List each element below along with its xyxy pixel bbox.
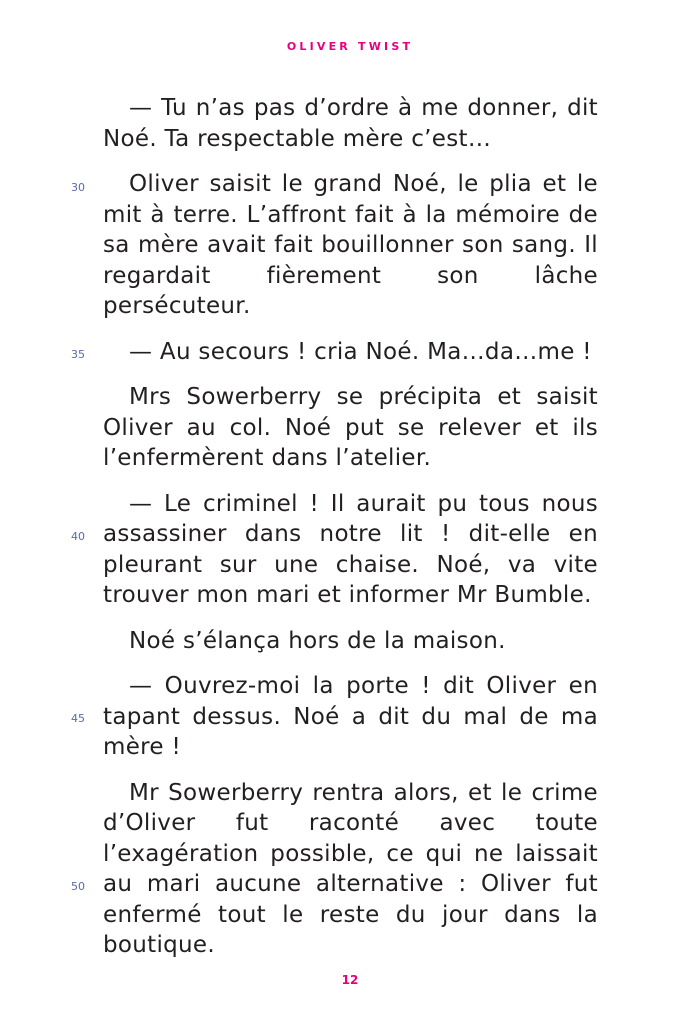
paragraph: Mr Sowerberry rentra alors, et le crime d’Oliver fut raconté avec toute l’exagération possible, ce qui ne laissait au mari aucune alternative : Oliver fut enfermé tout le reste du jour dans la boutique. [103, 779, 598, 958]
line-number-30: 30 [71, 181, 85, 194]
paragraph: Oliver saisit le grand Noé, le plia et le mit à terre. L’affront fait à la mémoire de sa mère avait fait bouillonner son sang. Il regardait fièrement son lâche persécuteur. [103, 171, 598, 319]
page-number: 12 [341, 973, 359, 987]
paragraph: — Tu n’as pas d’ordre à me donner, dit Noé. Ta respectable mère c’est… [103, 95, 598, 152]
paragraph: — Le criminel ! Il aurait pu tous nous assassiner dans notre lit ! dit-elle en pleurant sur une chaise. Noé, va vite trouver mon mari et informer Mr Bumble. [103, 490, 598, 608]
paragraph: — Ouvrez-moi la porte ! dit Oliver en tapant dessus. Noé a dit du mal de ma mère ! [103, 673, 598, 760]
line-number-40: 40 [71, 530, 85, 543]
body-text [103, 93, 598, 976]
paragraph: — Au secours ! cria Noé. Ma…da…me ! [129, 338, 592, 365]
line-number-50: 50 [71, 880, 85, 893]
running-header-title: OLIVER TWIST [286, 40, 414, 53]
paragraph: Mrs Sowerberry se précipita et saisit Oliver au col. Noé put se relever et ils l’enfermèrent dans l’atelier. [103, 384, 598, 471]
paragraph: Noé s’élança hors de la maison. [129, 627, 506, 654]
line-number-35: 35 [71, 348, 85, 361]
line-number-45: 45 [71, 712, 85, 725]
